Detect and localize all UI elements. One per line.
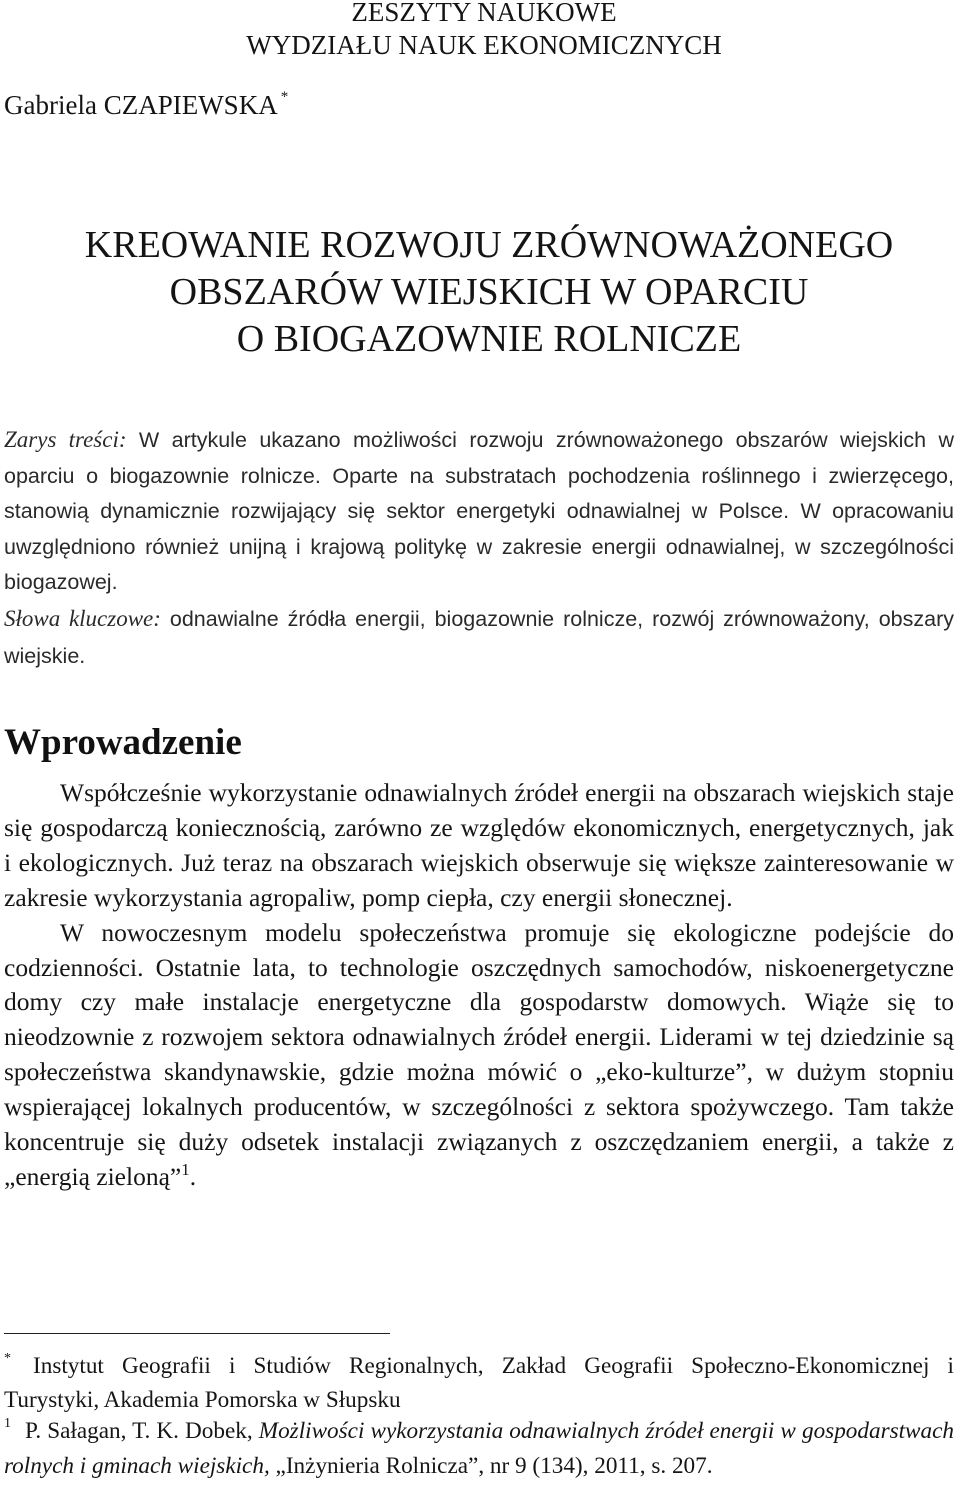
journal-header: [4, 0, 954, 62]
section-heading: Wprowadzenie: [4, 722, 242, 763]
footnote-2-authors: P. Sałagan, T. K. Dobek,: [25, 1418, 253, 1445]
document-page: [4, 0, 954, 1502]
footnote-2-title: Możliwości wykorzystania odnawialnych źródeł energii w gospodarstwach rolnych i gminach wiejskich,: [4, 1418, 954, 1479]
journal-name-line2: WYDZIAŁU NAUK EKONOMICZNYCH: [246, 30, 722, 60]
keywords-text: odnawialne źródła energii, biogazownie rolnicze, rozwój zrównoważony, obszary wiejskie.: [4, 607, 954, 668]
keywords: [4, 600, 954, 675]
footnote-2-source: „Inżynieria Rolnicza”, nr 9 (134), 2011, s. 207.: [275, 1452, 713, 1479]
paragraph-2-end: .: [189, 1161, 197, 1191]
author-line: [4, 88, 288, 127]
abstract: [4, 422, 954, 601]
footnote-2-mark: 1: [4, 1416, 11, 1432]
keywords-label: Słowa kluczowe:: [4, 606, 161, 631]
abstract-label: Zarys treści:: [4, 427, 127, 452]
title-line3: O BIOGAZOWNIE ROLNICZE: [236, 318, 742, 360]
footnote-1-mark: *: [4, 1351, 11, 1366]
paragraph-2-text: W nowoczesnym modelu społeczeństwa promuje się ekologiczne podejście do codzienności. Ostatnie lata, to technologie oszczędnych samochodów, niskoenergetyczne domy czy małe instalacje energetyczne dla gospodarstw domowych. Wiąże się to nieodzownie z rozwojem sektora odnawialnych źródeł energii. Liderami w tej dziedzinie są społeczeństwa skandynawskie, gdzie można mówić o „eko-kulturze”, w dużym stopniu wspierającej lokalnych producentów, w szczególności z sektora spożywczego. Tam także koncentruje się duży odsetek instalacji związanych z oszczędzaniem energii, a także z „energią zieloną”: [4, 917, 954, 1191]
footnote-reference[interactable]: 1: [181, 1159, 190, 1179]
abstract-text: W artykule ukazano możliwości rozwoju zrównoważonego obszarów wiejskich w oparciu o biogazownie rolnicze. Oparte na substratach pochodzenia roślinnego i zwierzęcego, stanowią dynamicznie rozwijający się sektor energetyki odnawialnej w Polsce. W opracowaniu uwzględniono również unijną i krajową politykę w zakresie energii odnawialnej, w szczególności biogazowej.: [4, 428, 954, 594]
title-line1: KREOWANIE ROZWOJU ZRÓWNOWAŻONEGO: [84, 224, 894, 266]
article-title: [4, 222, 954, 363]
journal-name-line1: ZESZYTY NAUKOWE: [351, 0, 617, 27]
paragraph-1: Współcześnie wykorzystanie odnawialnych źródeł energii na obszarach wiejskich staje się gospodarczą koniecznością, zarówno ze względów ekonomicznych, energetycznych, jak i ekologicznych. Już teraz na obszarach wiejskich obserwuje się większe zainteresowanie w zakresie wykorzystania agropaliw, pomp ciepła, czy energii słonecznej.: [4, 778, 954, 912]
author-footnote-mark: *: [280, 89, 289, 105]
footnote-separator: [4, 1333, 390, 1334]
paragraph-2: [4, 916, 954, 1198]
footnote-1: [4, 1351, 954, 1416]
body-text: [4, 776, 954, 1198]
author-name: Gabriela CZAPIEWSKA: [4, 90, 278, 120]
footnote-2: [4, 1416, 954, 1481]
footnotes: [4, 1351, 954, 1482]
footnote-1-text: Instytut Geografii i Studiów Regionalnych, Zakład Geografii Społeczno-Ekonomicznej i Turystyki, Akademia Pomorska w Słupsku: [4, 1353, 954, 1414]
title-line2: OBSZARÓW WIEJSKICH W OPARCIU: [169, 271, 809, 313]
